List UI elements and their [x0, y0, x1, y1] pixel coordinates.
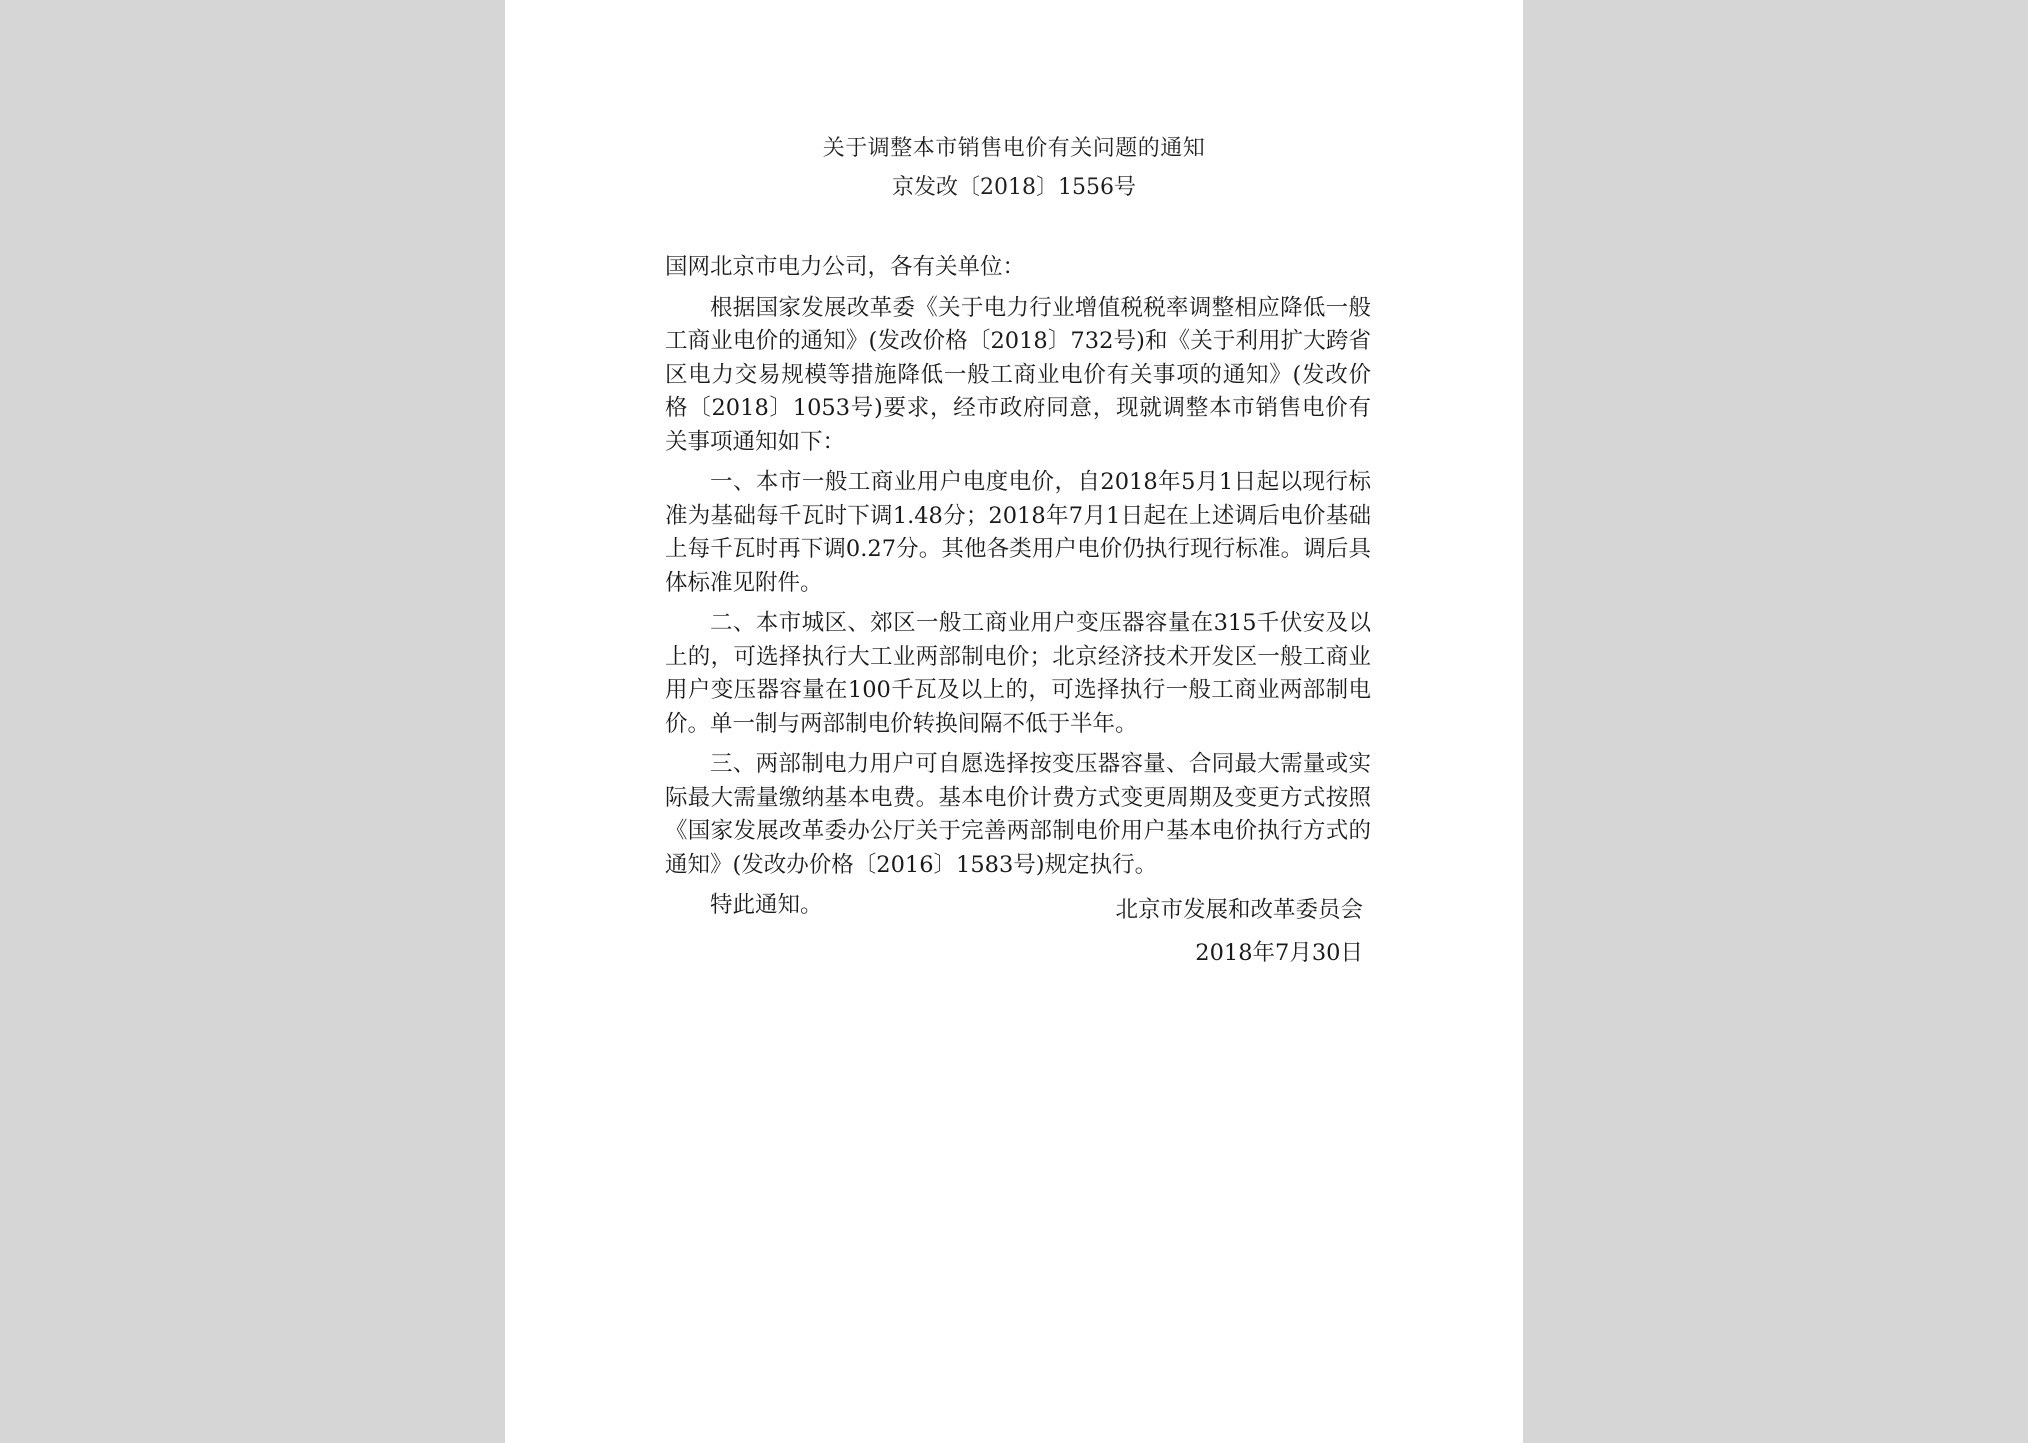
recipient-line: 国网北京市电力公司，各有关单位：: [665, 254, 1026, 280]
document-date: 2018年7月30日: [1195, 940, 1363, 966]
paragraph-item-3: 三、两部制电力用户可自愿选择按变压器容量、合同最大需量或实际最大需量缴纳基本电费。基本电价计费方式变更周期及变更方式按照《国家发展改革委办公厅关于完善两部制电价用户基本电价执行方式的通知》(发改办价格〔2016〕1583号)规定执行。: [665, 751, 1371, 878]
paragraph-item-1: 一、本市一般工商业用户电度电价，自2018年5月1日起以现行标准为基础每千瓦时下调1.48分；2018年7月1日起在上述调后电价基础上每千瓦时再下调0.27分。其他各类用户电价仍执行现行标准。调后具体标准见附件。: [665, 469, 1371, 596]
paragraph-item-2: 二、本市城区、郊区一般工商业用户变压器容量在315千伏安及以上的，可选择执行大工业两部制电价；北京经济技术开发区一般工商业用户变压器容量在100千瓦及以上的，可选择执行一般工商业两部制电价。单一制与两部制电价转换间隔不低于半年。: [665, 610, 1371, 737]
document-number: 京发改〔2018〕1556号: [892, 175, 1136, 200]
document-title: 关于调整本市销售电价有关问题的通知: [822, 136, 1206, 161]
document-page: [505, 0, 1523, 1443]
signer-organization: 北京市发展和改革委员会: [1115, 897, 1363, 923]
closing-line: 特此通知。: [710, 892, 823, 918]
document-body: [665, 251, 1371, 930]
paragraph-intro: 根据国家发展改革委《关于电力行业增值税税率调整相应降低一般工商业电价的通知》(发改价格〔2018〕732号)和《关于利用扩大跨省区电力交易规模等措施降低一般工商业电价有关事项的通知》(发改价格〔2018〕1053号)要求，经市政府同意，现就调整本市销售电价有关事项通知如下：: [665, 294, 1371, 455]
